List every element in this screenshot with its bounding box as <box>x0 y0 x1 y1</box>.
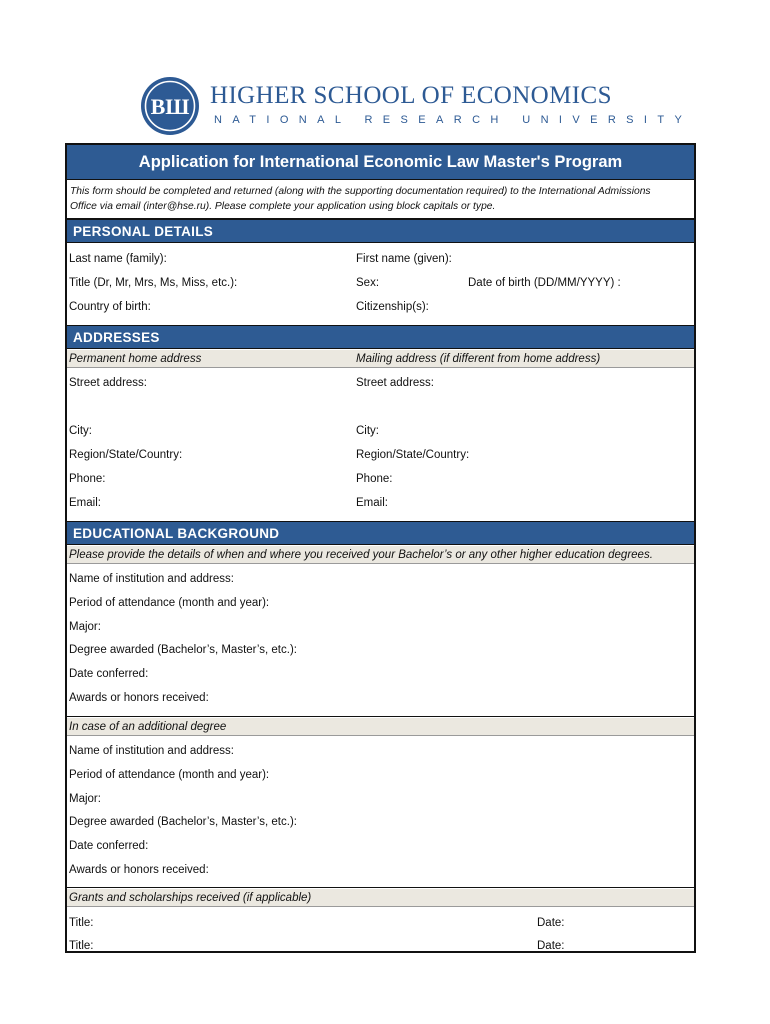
edu-degree-label[interactable]: Degree awarded (Bachelor’s, Master’s, etc.): <box>69 644 297 656</box>
home-region-label[interactable]: Region/State/Country: <box>69 449 183 461</box>
personal-row-3 <box>67 297 694 317</box>
personal-details-heading: PERSONAL DETAILS <box>67 219 694 243</box>
add-major-label[interactable]: Major: <box>69 793 101 805</box>
grant-row-2 <box>67 936 694 956</box>
edu-period-label[interactable]: Period of attendance (month and year): <box>69 597 270 609</box>
hse-logo-icon <box>140 76 200 136</box>
edu-degree-row <box>67 640 694 660</box>
mailing-street-label[interactable]: Street address: <box>356 377 434 389</box>
edu-major-label[interactable]: Major: <box>69 621 101 633</box>
mailing-address-label: Mailing address (if different from home address) <box>356 353 601 365</box>
add-period-label[interactable]: Period of attendance (month and year): <box>69 769 270 781</box>
add-awards-label[interactable]: Awards or honors received: <box>69 864 209 876</box>
form-intro <box>67 179 694 219</box>
add-awards-row <box>67 860 694 880</box>
additional-degree-heading: In case of an additional degree <box>67 718 694 736</box>
mailing-region-label[interactable]: Region/State/Country: <box>356 449 470 461</box>
edu-period-row <box>67 593 694 613</box>
country-of-birth-label[interactable]: Country of birth: <box>69 301 151 313</box>
sex-label[interactable]: Sex: <box>356 277 380 289</box>
grant-title-label-2[interactable]: Title: <box>69 940 94 952</box>
edu-awards-row <box>67 688 694 708</box>
permanent-address-label: Permanent home address <box>69 353 202 365</box>
addresses-heading: ADDRESSES <box>67 325 694 349</box>
add-institution-row <box>67 741 694 761</box>
home-city-label[interactable]: City: <box>69 425 92 437</box>
home-street-label[interactable]: Street address: <box>69 377 147 389</box>
university-subtitle: NATIONAL RESEARCH UNIVERSITY <box>214 114 693 126</box>
add-institution-label[interactable]: Name of institution and address: <box>69 745 234 757</box>
edu-date-conferred-label[interactable]: Date conferred: <box>69 668 149 680</box>
personal-row-1 <box>67 249 694 269</box>
first-name-label[interactable]: First name (given): <box>356 253 452 265</box>
home-phone-label[interactable]: Phone: <box>69 473 106 485</box>
edu-date-row <box>67 664 694 684</box>
application-form <box>65 143 696 953</box>
edu-institution-row <box>67 569 694 589</box>
grant-date-label-1[interactable]: Date: <box>537 917 565 929</box>
add-date-row <box>67 836 694 856</box>
grant-date-label-2[interactable]: Date: <box>537 940 565 952</box>
education-heading: EDUCATIONAL BACKGROUND <box>67 521 694 545</box>
address-phone-row <box>67 469 694 489</box>
intro-line-1: This form should be completed and returned (along with the supporting documentation required) to the International Admissions <box>70 186 651 197</box>
add-period-row <box>67 765 694 785</box>
additional-degree-divider <box>67 716 694 717</box>
grants-divider <box>67 887 694 888</box>
form-title: Application for International Economic Law Master's Program <box>67 145 694 179</box>
add-date-conferred-label[interactable]: Date conferred: <box>69 840 149 852</box>
intro-line-2: Office via email (inter@hse.ru). Please complete your application using block capitals or type. <box>70 201 496 212</box>
header <box>140 76 693 136</box>
address-email-row <box>67 493 694 513</box>
university-name: HIGHER SCHOOL OF ECONOMICS <box>210 82 612 109</box>
personal-row-2 <box>67 273 694 293</box>
title-label[interactable]: Title (Dr, Mr, Mrs, Ms, Miss, etc.): <box>69 277 238 289</box>
addresses-subheading <box>67 350 694 368</box>
logo-letters: ВШ <box>150 94 190 119</box>
grant-title-label-1[interactable]: Title: <box>69 917 94 929</box>
edu-major-row <box>67 617 694 637</box>
grants-heading: Grants and scholarships received (if applicable) <box>67 889 694 907</box>
add-degree-label[interactable]: Degree awarded (Bachelor’s, Master’s, etc.): <box>69 816 297 828</box>
last-name-label[interactable]: Last name (family): <box>69 253 167 265</box>
dob-label[interactable]: Date of birth (DD/MM/YYYY) : <box>468 277 621 289</box>
address-region-row <box>67 445 694 465</box>
edu-institution-label[interactable]: Name of institution and address: <box>69 573 234 585</box>
grant-row-1 <box>67 913 694 933</box>
home-email-label[interactable]: Email: <box>69 497 101 509</box>
citizenship-label[interactable]: Citizenship(s): <box>356 301 429 313</box>
add-degree-row <box>67 812 694 832</box>
edu-awards-label[interactable]: Awards or honors received: <box>69 692 209 704</box>
education-note: Please provide the details of when and where you received your Bachelor’s or any other higher education degrees. <box>67 546 694 564</box>
add-major-row <box>67 789 694 809</box>
mailing-city-label[interactable]: City: <box>356 425 379 437</box>
mailing-email-label[interactable]: Email: <box>356 497 388 509</box>
address-city-row <box>67 421 694 441</box>
address-street-row <box>67 373 694 393</box>
mailing-phone-label[interactable]: Phone: <box>356 473 393 485</box>
